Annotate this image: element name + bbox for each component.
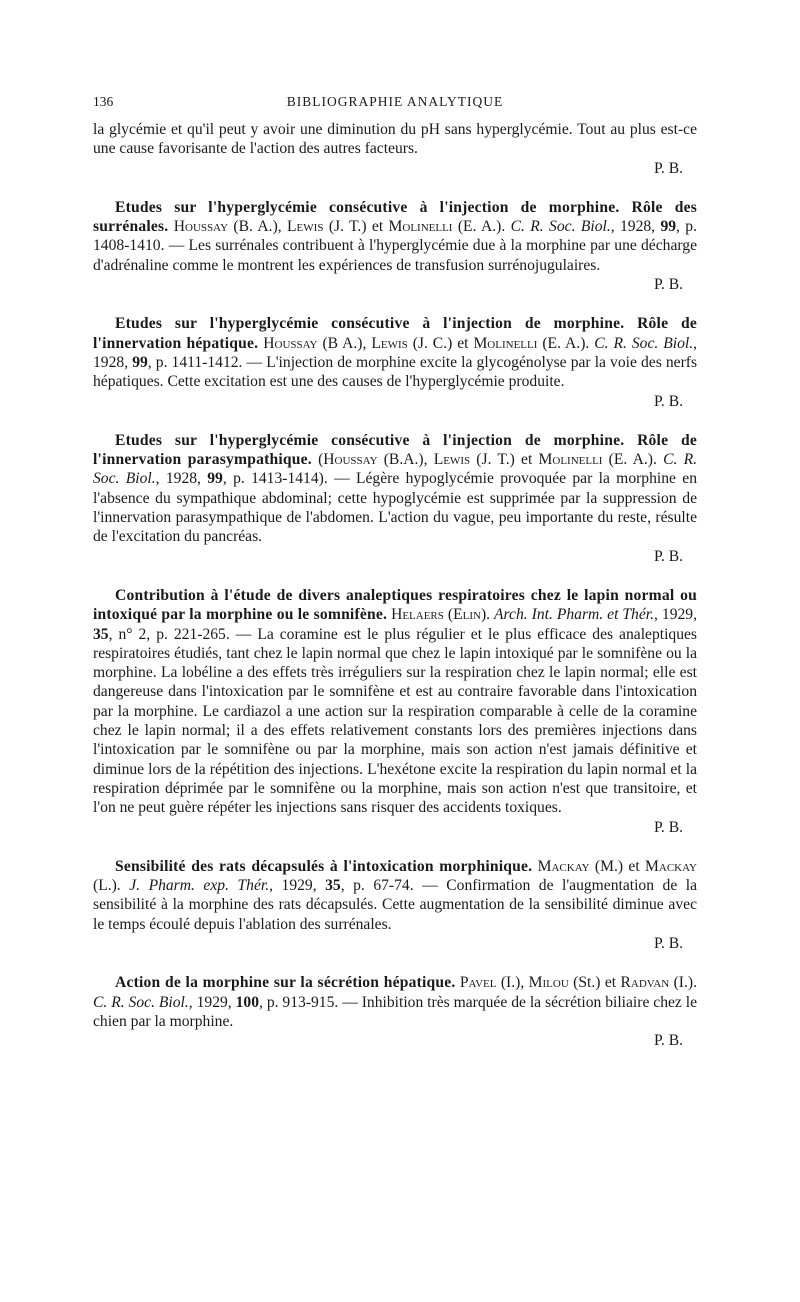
running-title: BIBLIOGRAPHIE ANALYTIQUE bbox=[286, 94, 504, 109]
entry-title: Sensibilité des rats décapsulés à l'intoxication morphinique. bbox=[115, 857, 533, 875]
author-initials: (B.A.), bbox=[377, 451, 434, 469]
author-name: Radvan bbox=[620, 974, 670, 992]
author-initials: (B A.), bbox=[317, 334, 372, 352]
reference-year: , 1928, bbox=[610, 218, 661, 236]
signature: P. B. bbox=[653, 276, 683, 294]
journal-name: C. R. Soc. Biol. bbox=[93, 993, 189, 1011]
reference-pages: , n° 2, p. 221-265. bbox=[108, 625, 230, 643]
author-name: Lewis bbox=[287, 218, 324, 236]
bibliography-entry-3 bbox=[93, 431, 697, 566]
bibliography-entry-2 bbox=[93, 314, 697, 410]
author-initials: ). bbox=[480, 606, 495, 624]
author-name: Helaers bbox=[391, 606, 444, 624]
author-initials: (E. A.). bbox=[452, 218, 511, 236]
author-name: Molinelli bbox=[538, 451, 603, 469]
bibliography-entry-4 bbox=[93, 586, 697, 837]
entry-paragraph bbox=[93, 973, 697, 1031]
author-initials: (St.) et bbox=[568, 974, 621, 992]
abstract-text: — Confirmation de l'augmentation de la sensibilité à la morphine des rats décapsulés. Cette augmentation de la sensibilité diminue avec le temps écoulé depuis l'ablation des surrénales. bbox=[93, 877, 698, 933]
reference-pages: , p. 913-915. bbox=[259, 993, 339, 1011]
author-name: Pavel bbox=[459, 974, 497, 992]
entry-paragraph bbox=[93, 198, 697, 275]
author-name: Milou bbox=[528, 974, 569, 992]
entries-list bbox=[93, 198, 697, 1051]
abstract-text: — Inhibition très marquée de la sécrétion biliaire chez le chien par la morphine. bbox=[93, 993, 698, 1030]
author-initials: (J. T.) et bbox=[323, 218, 389, 236]
journal-name: C. R. Soc. Biol. bbox=[594, 334, 694, 352]
volume-number: 99 bbox=[132, 353, 148, 371]
author-initials: (E. A.). bbox=[537, 334, 595, 352]
author-initials: (B. A.), bbox=[228, 218, 288, 236]
author-initials: (M.) et bbox=[589, 857, 646, 875]
journal-name: Arch. Int. Pharm. et Thér. bbox=[494, 606, 655, 624]
abstract-text: — Les surrénales contribuent à l'hyperglycémie due à la morphine par une décharge d'adrénaline comme le montrent les expériences de transfusion surrénojugulaires. bbox=[93, 237, 697, 274]
signature: P. B. bbox=[653, 1032, 683, 1050]
signature: P. B. bbox=[653, 934, 683, 952]
entry-title: Etudes sur l'hyperglycémie consécutive à l'injection de morphine. Rôle des surrénales. bbox=[93, 198, 697, 236]
page-number: 136 bbox=[93, 94, 114, 109]
author-initials: (L.). bbox=[93, 877, 130, 895]
signature: P. B. bbox=[653, 818, 683, 836]
author-name: Lewis bbox=[433, 451, 471, 469]
reference-pages: , p. 1411-1412. bbox=[147, 353, 243, 371]
author-name: Houssay bbox=[173, 218, 229, 236]
author-name: Elin bbox=[453, 606, 481, 624]
author-initials: ( bbox=[443, 606, 454, 624]
signature: P. B. bbox=[653, 159, 683, 177]
author-name: Molinelli bbox=[388, 218, 453, 236]
reference-pages: , p. 1413-1414). bbox=[222, 470, 328, 488]
journal-name: J. Pharm. exp. Thér. bbox=[129, 877, 270, 895]
volume-number: 35 bbox=[93, 625, 109, 643]
author-initials: (E. A.). bbox=[602, 451, 664, 469]
author-name: Mackay bbox=[537, 857, 590, 875]
volume-number: 100 bbox=[235, 993, 259, 1011]
entry-paragraph bbox=[93, 586, 697, 818]
entry-title: Etudes sur l'hyperglycémie consécutive à l'injection de morphine. Rôle de l'innervation hépatique. bbox=[93, 315, 697, 352]
author-initials: (I.). bbox=[669, 974, 697, 992]
page bbox=[93, 94, 697, 1050]
page-body bbox=[93, 120, 697, 1050]
author-initials: (J. C.) et bbox=[407, 334, 474, 352]
author-initials: (I.), bbox=[496, 974, 529, 992]
volume-number: 99 bbox=[207, 470, 223, 488]
bibliography-entry-5 bbox=[93, 857, 697, 953]
journal-name: C. R. Soc. Biol. bbox=[93, 451, 698, 488]
intro-text: la glycémie et qu'il peut y avoir une diminution du pH sans hyperglycémie. Tout au plus est-ce une cause favorisante de l'action des autres facteurs. bbox=[93, 121, 697, 158]
bibliography-entry-1 bbox=[93, 198, 697, 294]
volume-number: 99 bbox=[660, 218, 677, 236]
reference-year: , 1929, bbox=[654, 606, 697, 624]
signature: P. B. bbox=[653, 392, 683, 410]
entry-paragraph bbox=[93, 314, 697, 391]
entry-title: Action de la morphine sur la sécrétion hépatique. bbox=[115, 974, 456, 992]
author-initials: (J. T.) et bbox=[470, 451, 539, 469]
entry-paragraph bbox=[93, 431, 697, 547]
author-name: Molinelli bbox=[473, 334, 538, 352]
abstract-text: — L'injection de morphine excite la glycogénolyse par la voie des nerfs hépatiques. Cette excitation est une des causes de l'hyperglycémie produite. bbox=[93, 353, 698, 391]
journal-name: C. R. Soc. Biol. bbox=[510, 218, 611, 236]
reference-year: , 1928, bbox=[155, 470, 208, 488]
reference-pages: , p. 1408-1410. bbox=[93, 218, 697, 255]
signature: P. B. bbox=[653, 547, 683, 565]
abstract-text: — Légère hypoglycémie provoquée par la morphine en l'absence du sympathique abdominal; cette hypoglycémie est supprimée par la suppression de l'innervation parasympathique de l'abdomen. L'action du vague, peu importante du reste, résulte de l'excitation du pancréas. bbox=[93, 470, 697, 546]
volume-number: 35 bbox=[325, 877, 341, 895]
entry-title: Etudes sur l'hyperglycémie consécutive à l'injection de morphine. Rôle de l'innervation parasympathique. bbox=[93, 431, 697, 469]
reference-year: , 1929, bbox=[188, 993, 236, 1011]
author-name: Lewis bbox=[371, 334, 408, 352]
abstract-text: — La coramine est le plus régulier et le plus efficace des analeptiques respiratoires étudiés, tant chez le lapin normal que chez le lapin intoxiqué par le somnifène ou la morphine. La lobéline a des effets très irréguliers sur la respiration chez le lapin normal; elle est dangereuse dans l'intoxication par le somnifène et est au contraire favorable dans l'intoxication par la morphine. Le cardiazol a une action sur la respiration comparable à celle de la coramine chez le lapin normal; il a des effets relativement constants lors des premières injections dans l'intoxication par le somnifène ou par la morphine, mais son action n'est jamais définitive et diminue lors de la répétition des injections. L'hexétone excite la respiration du lapin normal et la respiration déprimée par le somnifène ou la morphine, mais son action n'est que transitoire, et l'on ne peut guère répéter les injections sans risquer des accidents toxiques. bbox=[93, 625, 697, 817]
entry-paragraph bbox=[93, 857, 697, 934]
bibliography-entry-6 bbox=[93, 973, 697, 1050]
author-name: Houssay bbox=[263, 334, 318, 352]
reference-pages: , p. 67-74. bbox=[340, 877, 414, 895]
reference-year: , 1928, bbox=[93, 334, 698, 371]
entry-title: Contribution à l'étude de divers analeptiques respiratoires chez le lapin normal ou intoxiqué par la morphine ou le somnifène. bbox=[93, 586, 697, 624]
intro-paragraph bbox=[93, 120, 697, 178]
author-name: Mackay bbox=[645, 857, 697, 875]
reference-year: , 1929, bbox=[269, 877, 326, 895]
page-header bbox=[93, 94, 697, 120]
author-name: (Houssay bbox=[318, 451, 378, 469]
